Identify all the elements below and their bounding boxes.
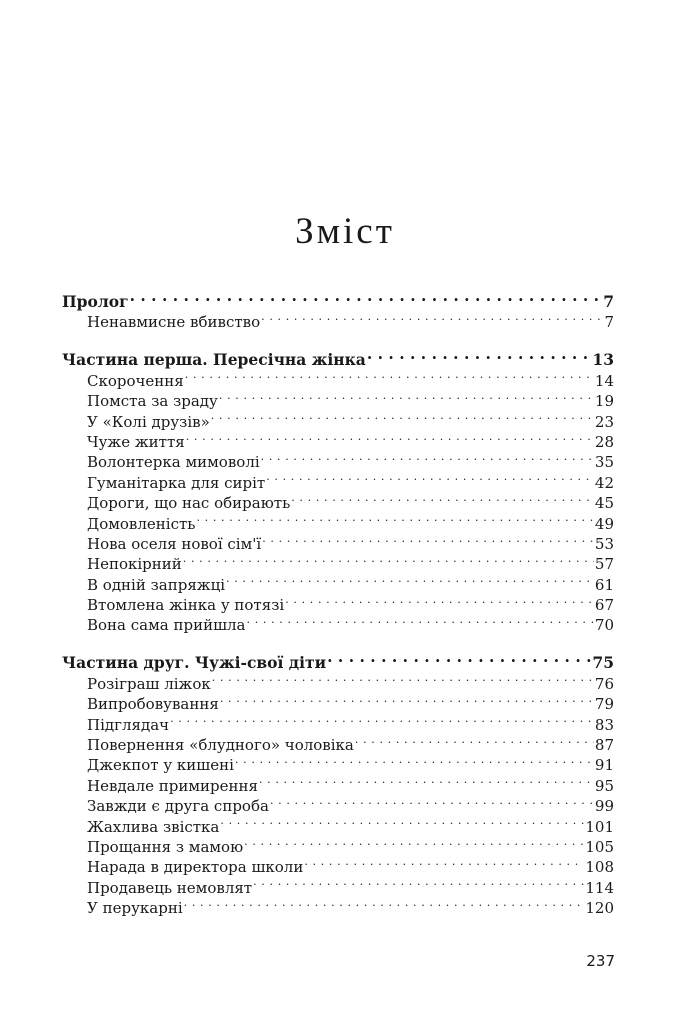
toc-section-heading (62, 343, 614, 370)
toc-entry-page: 95 (594, 776, 614, 795)
toc-entry-title: Ненавмисне вбивство (87, 313, 261, 332)
toc-entry-page: 57 (594, 555, 614, 574)
toc-section (62, 285, 614, 332)
toc-entry-page: 76 (594, 674, 614, 693)
dot-leader (355, 730, 594, 750)
page-number: 237 (586, 952, 615, 970)
toc-entry-page: 42 (594, 473, 614, 492)
toc-entry (62, 307, 614, 332)
dot-leader (262, 529, 594, 549)
table-of-contents (62, 285, 614, 929)
toc-entry-title: Повернення «блудного» чоловіка (87, 736, 354, 755)
dot-leader (261, 447, 594, 467)
toc-entry-page: 79 (594, 695, 614, 714)
toc-entry-page: 53 (594, 534, 614, 553)
dot-leader (367, 343, 592, 365)
dot-leader (244, 832, 584, 852)
toc-entry-page: 108 (585, 858, 614, 877)
toc-entry-page: 70 (594, 616, 614, 635)
dot-leader (259, 770, 594, 790)
toc-entry-page: 114 (585, 878, 614, 897)
toc-entry-page: 67 (594, 596, 614, 615)
toc-entry-title: В одній запряжці (87, 575, 226, 594)
dot-leader (212, 668, 594, 688)
toc-entry-title: Розіграш ліжок (87, 674, 211, 693)
dot-leader (327, 646, 591, 668)
toc-section-title: Частина перша. Пересічна жінка (62, 350, 366, 370)
toc-entry-page: 61 (594, 575, 614, 594)
toc-entry-title: Вона сама прийшла (87, 616, 246, 635)
toc-entry-title: У «Колі друзів» (87, 412, 210, 431)
dot-leader (285, 590, 594, 610)
dot-leader (170, 709, 594, 729)
toc-section-title: Пролог (62, 292, 129, 311)
dot-leader (247, 610, 594, 630)
toc-entry-title: Чуже життя (87, 432, 185, 451)
toc-entry-title: Нарада в директора школи (87, 858, 304, 877)
dot-leader (185, 365, 594, 385)
toc-entry-title: Волонтерка мимоволі (87, 453, 260, 472)
dot-leader (291, 488, 594, 508)
dot-leader (183, 549, 594, 569)
toc-section-page: 13 (592, 350, 614, 370)
toc-entry-page: 14 (594, 371, 614, 390)
dot-leader (186, 427, 594, 447)
toc-entry-title: Втомлена жінка у потязі (87, 596, 285, 615)
toc-entry-page: 45 (594, 494, 614, 513)
toc-entry-page: 99 (594, 797, 614, 816)
dot-leader (266, 467, 594, 487)
toc-entry-title: Продавець немовлят (87, 878, 253, 897)
toc-entry-title: Прощання з мамою (87, 837, 244, 856)
toc-entry-page: 49 (594, 514, 614, 533)
toc-section-title: Частина друг. Чужі-свої діти (62, 653, 327, 673)
page-title: Зміст (295, 211, 395, 252)
toc-entry-page: 101 (585, 817, 614, 836)
toc-entry-title: Завжди є друга спроба (87, 797, 269, 816)
toc-section-page: 7 (603, 292, 614, 311)
dot-leader (196, 508, 593, 528)
toc-entry-title: Випробовування (87, 695, 219, 714)
toc-entry-page: 19 (594, 392, 614, 411)
toc-entry-title: Нова оселя нової сім'ї (87, 534, 262, 553)
toc-entry-title: Скорочення (87, 371, 184, 390)
dot-leader (235, 750, 594, 770)
toc-entry-title: Непокірний (87, 555, 182, 574)
dot-leader (304, 852, 584, 872)
toc-entry-page: 91 (594, 756, 614, 775)
toc-entry-title: Дороги, що нас обирають (87, 494, 291, 513)
toc-entry-page: 87 (594, 736, 614, 755)
toc-section-page: 75 (592, 653, 614, 673)
dot-leader (270, 791, 594, 811)
dot-leader (261, 307, 603, 327)
dot-leader (184, 893, 585, 913)
toc-entry-title: Підглядач (87, 715, 170, 734)
toc-entry-page: 35 (594, 453, 614, 472)
dot-leader (253, 872, 584, 892)
toc-entry-title: Помста за зраду (87, 392, 218, 411)
toc-entry-title: Жахлива звістка (87, 817, 220, 836)
toc-entry-page: 105 (585, 837, 614, 856)
dot-leader (219, 386, 594, 406)
toc-entry-page: 28 (594, 432, 614, 451)
toc-entry-page: 120 (585, 899, 614, 918)
toc-section (62, 343, 614, 635)
toc-entry-title: Домовленість (87, 514, 196, 533)
dot-leader (220, 811, 584, 831)
toc-section-heading (62, 285, 614, 311)
toc-entry-page: 83 (594, 715, 614, 734)
dot-leader (211, 406, 594, 426)
toc-section (62, 646, 614, 918)
toc-entry-page: 23 (594, 412, 614, 431)
toc-section-heading (62, 646, 614, 673)
toc-entry-title: У перукарні (87, 899, 183, 918)
toc-entry-title: Гуманітарка для сиріт (87, 473, 266, 492)
dot-leader (130, 285, 603, 307)
dot-leader (220, 689, 594, 709)
dot-leader (226, 569, 594, 589)
toc-entry-title: Джекпот у кишені (87, 756, 234, 775)
toc-entry-title: Невдале примирення (87, 776, 258, 795)
toc-entry-page: 7 (604, 313, 614, 332)
